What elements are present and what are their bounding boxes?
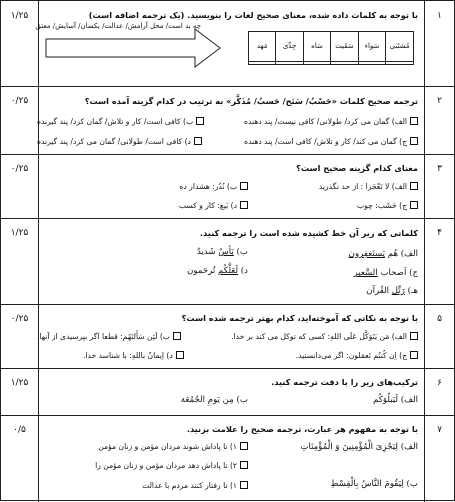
- item-a: الف) لَیَبلُوَکُم: [373, 395, 418, 405]
- item-a: الف) هُم یَستَغفِرون: [348, 249, 418, 259]
- checkbox[interactable]: [240, 442, 248, 450]
- item-b: ب) لِیَقُومَ النَّاسُ بِالْقِسْطِ: [330, 479, 418, 489]
- arrow-label: چه بد است: [168, 22, 201, 30]
- question-row-2: [1, 86, 454, 155]
- arrow-word-list: محل آرامش/ عدالت/ یکسان/ آسایش/ معتق: [35, 22, 164, 30]
- option-b-1[interactable]: ۱) تا رفتار کنند مردم با عدالت: [142, 481, 248, 491]
- word-cell: مُشتَبَی: [386, 32, 414, 62]
- question-content: [43, 154, 418, 218]
- question-prompt: ترکیب‌های زیر را با دقت ترجمه کنید.: [271, 377, 418, 387]
- checkbox[interactable]: [240, 182, 248, 190]
- question-number: ۲: [424, 86, 454, 154]
- checkbox[interactable]: [173, 332, 181, 340]
- question-row-1: [1, 1, 454, 87]
- answer-cell[interactable]: [358, 62, 385, 65]
- option-a[interactable]: الف) مَن یَتَوَکَّل عَلَی اللهِ: کسی که توکل می کند بر خدا.: [231, 332, 418, 342]
- option-b[interactable]: ب) نُذُر: هشدار ده: [179, 182, 248, 192]
- item-a: الف) لِیَجْزِیَ الْمُؤْمِنِینَ وَ الْمُؤْمِنَاتِ: [300, 442, 418, 452]
- answer-cell[interactable]: [331, 62, 359, 65]
- question-number: ۴: [424, 218, 454, 304]
- word-cell: مَهد: [249, 32, 276, 62]
- word-cell: جِدِّی: [276, 32, 303, 62]
- question-score: ۱/۲۵: [1, 218, 39, 304]
- option-d[interactable]: د) کافی است/ طولانی/ گمان می کرد/ پند گیرنده: [37, 137, 202, 147]
- question-number: ۱: [424, 1, 454, 86]
- question-score: ۱/۲۵: [1, 1, 39, 86]
- question-row-5: [1, 304, 454, 369]
- question-number: ۷: [424, 415, 454, 502]
- question-content: [37, 86, 418, 154]
- checkbox[interactable]: [196, 117, 204, 125]
- question-score: ۱/۲۵: [1, 368, 39, 415]
- checkbox[interactable]: [410, 182, 418, 190]
- word-cell: سَقَیت: [331, 32, 359, 62]
- question-content: [43, 218, 418, 304]
- checkbox[interactable]: [240, 461, 248, 469]
- question-score: ۰/۲۵: [1, 154, 39, 218]
- word-grid: [248, 31, 414, 65]
- question-score: ۰/۲۵: [1, 86, 39, 154]
- option-b[interactable]: ب) لَئِن سَأَلتَهُم: قطعا اگر بپرسیدی از آنها.: [37, 332, 181, 342]
- question-prompt: معنای کدام گزینه صحیح است؟: [296, 163, 418, 173]
- option-c[interactable]: ج) اِن کُنتُم تَعمَلون: اگر می‌دانستید.: [296, 351, 418, 361]
- option-a[interactable]: الف) گمان می کرد/ طولانی/ کافی نیست/ پند دهنده: [244, 117, 418, 127]
- option-d[interactable]: د) اِیمانٌ باللهِ: با شناسد خدا.: [83, 351, 184, 361]
- answer-cell[interactable]: [303, 62, 330, 65]
- question-prompt: با توجه به مفهوم هر عبارت، ترجمه صحیح را علامت بزنید.: [186, 424, 418, 434]
- question-content: [37, 304, 418, 368]
- question-row-7: [1, 415, 454, 502]
- item-b: ب) مِن یَومِ الجُمُعَة: [180, 395, 248, 405]
- checkbox[interactable]: [410, 117, 418, 125]
- checkbox[interactable]: [240, 201, 248, 209]
- question-number: ۶: [424, 368, 454, 415]
- checkbox[interactable]: [194, 137, 202, 145]
- checkbox[interactable]: [240, 481, 248, 489]
- option-a-1[interactable]: ۱) تا پاداش شوند مردان مؤمن و زنان مؤمن: [98, 442, 248, 452]
- item-d: د) لَعَلَّکُم تُرحَمون: [187, 266, 248, 276]
- question-content: [43, 368, 418, 415]
- question-prompt: کلماتی که زیر آن خط کشیده شده است را ترجمه کنید.: [199, 228, 418, 238]
- question-prompt: ترجمه صحیح کلمات «حَسْبُ/ سَنَح/ حَسبُ/ مُذَکَّر» به ترتیب در کدام گزینه آمده است؟: [84, 96, 418, 106]
- question-content: با توجه به کلمات داده شده، معنای صحیح لغات را بنویسید. (یک ترجمه اضافه است) مُشتَبَی سَواء سَقَیت سَاه جِدِّی مَهد چه بد است/ محل آرامش/ عدالت/ یکسان/ آسایش/ معتق: [43, 1, 418, 86]
- checkbox[interactable]: [410, 201, 418, 209]
- option-b[interactable]: ب) کافی است/ کار و تلاش/ گمان کرد/ پند گیرنده: [37, 117, 204, 127]
- question-row-3: [1, 154, 454, 219]
- checkbox[interactable]: [410, 351, 418, 359]
- item-b: ب) بَأسٌ شَدیدٌ: [196, 247, 248, 257]
- answer-cell[interactable]: [386, 62, 414, 65]
- question-prompt: با توجه به کلمات داده شده، معنای صحیح لغات را بنویسید. (یک ترجمه اضافه است): [88, 10, 418, 20]
- question-prompt: با توجه به نکاتی که آموخته‌اید، کدام بهتر ترجمه شده است؟: [181, 313, 418, 323]
- answer-cell[interactable]: [276, 62, 303, 65]
- word-cell: سَاه: [303, 32, 330, 62]
- question-score: ۰/۵: [1, 415, 39, 502]
- word-cell: سَواء: [358, 32, 385, 62]
- checkbox[interactable]: [176, 351, 184, 359]
- option-a-2[interactable]: ۲) تا پاداش دهد مردان مؤمن و زنان مؤمن را: [95, 461, 248, 471]
- option-d[interactable]: د) بَیع: کار و کسب: [179, 201, 248, 211]
- option-c[interactable]: ج) خَشَب: چوب: [357, 201, 418, 211]
- arrow-shape: [45, 27, 221, 69]
- question-row-6: [1, 368, 454, 416]
- option-c[interactable]: ج) گمان می کند/ کار و تلاش/ کافی است/ پند دهنده: [244, 137, 418, 147]
- question-number: ۵: [424, 304, 454, 368]
- checkbox[interactable]: [410, 137, 418, 145]
- question-number: ۳: [424, 154, 454, 218]
- question-score: ۰/۲۵: [1, 304, 39, 368]
- question-content: [43, 415, 418, 502]
- item-e: هـ) رَتِّل القُرآن: [366, 286, 418, 296]
- question-row-4: [1, 218, 454, 305]
- checkbox[interactable]: [410, 332, 418, 340]
- item-c: ج) اَصحاب السَّعیر: [353, 268, 418, 278]
- option-a[interactable]: الف) لا تَعْجَزا : از حد نگذرید: [319, 182, 418, 192]
- answer-cell[interactable]: [249, 62, 276, 65]
